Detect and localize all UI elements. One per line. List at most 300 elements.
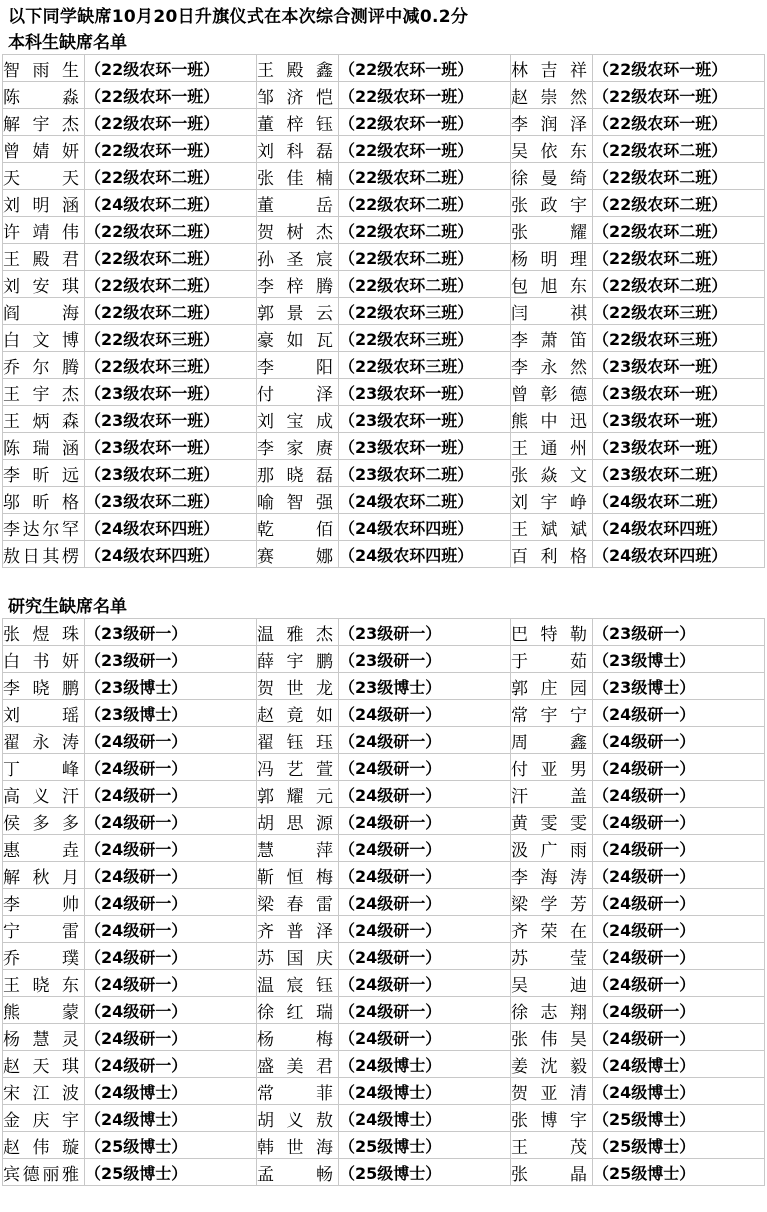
student-class: （24级研一） [593, 997, 765, 1024]
student-class: （22级农环三班） [85, 352, 257, 379]
student-class: （25级博士） [85, 1159, 257, 1186]
student-name [511, 433, 593, 460]
student-name [3, 163, 85, 190]
student-name [511, 781, 593, 808]
student-class: （22级农环三班） [593, 325, 765, 352]
student-class: （22级农环一班） [339, 82, 511, 109]
student-name-text: 李润泽 [511, 114, 587, 135]
table-row [3, 433, 765, 460]
student-name [3, 700, 85, 727]
student-class: （23级博士） [85, 700, 257, 727]
student-name [3, 754, 85, 781]
student-name [511, 271, 593, 298]
student-name [3, 271, 85, 298]
student-class: （25级博士） [593, 1105, 765, 1132]
student-name [3, 727, 85, 754]
student-name-text: 李晓鹏 [3, 678, 79, 699]
student-name-text: 闫 祺 [511, 303, 587, 324]
student-name [3, 514, 85, 541]
table-row [3, 217, 765, 244]
student-name [257, 754, 339, 781]
student-class: （24级研一） [593, 862, 765, 889]
student-class: （24级博士） [593, 1078, 765, 1105]
student-name-text: 熊 蒙 [3, 1002, 79, 1023]
student-class: （25级博士） [85, 1132, 257, 1159]
student-name-text: 贺树杰 [257, 222, 333, 243]
student-name [511, 673, 593, 700]
student-class: （24级博士） [85, 1105, 257, 1132]
student-name-text: 王通州 [511, 438, 587, 459]
student-class: （22级农环二班） [85, 217, 257, 244]
student-name [511, 325, 593, 352]
student-name [511, 406, 593, 433]
student-name-text: 赛 娜 [257, 546, 333, 567]
table-row [3, 514, 765, 541]
table-row [3, 754, 765, 781]
student-name-text: 那晓磊 [257, 465, 333, 486]
student-name [257, 271, 339, 298]
student-name-text: 徐志翔 [511, 1002, 587, 1023]
student-class: （22级农环三班） [339, 325, 511, 352]
student-class: （22级农环一班） [339, 55, 511, 82]
student-name [257, 217, 339, 244]
student-class: （23级农环一班） [85, 379, 257, 406]
student-name-text: 宾德丽雅 [3, 1164, 79, 1185]
student-name-text: 曾婧妍 [3, 141, 79, 162]
student-name-text: 李达尔罕 [3, 519, 79, 540]
student-name-text: 贺世龙 [257, 678, 333, 699]
student-class: （24级研一） [85, 862, 257, 889]
student-name [3, 136, 85, 163]
table-row [3, 163, 765, 190]
student-name [257, 487, 339, 514]
student-name-text: 杨慧灵 [3, 1029, 79, 1050]
student-name [511, 514, 593, 541]
student-class: （22级农环一班） [593, 109, 765, 136]
student-name-text: 熊中迅 [511, 411, 587, 432]
table-row [3, 700, 765, 727]
student-name-text: 杨 梅 [257, 1029, 333, 1050]
student-name [511, 298, 593, 325]
student-class: （23级研一） [339, 646, 511, 673]
student-name-text: 周 鑫 [511, 732, 587, 753]
student-name [3, 916, 85, 943]
student-name [3, 1024, 85, 1051]
table-row [3, 1105, 765, 1132]
student-name-text: 豪如瓦 [257, 330, 333, 351]
grad-heading: 研究生缺席名单 [8, 597, 127, 617]
student-name [257, 889, 339, 916]
student-class: （22级农环二班） [85, 163, 257, 190]
student-class: （24级博士） [339, 1078, 511, 1105]
student-name [3, 487, 85, 514]
table-row [3, 136, 765, 163]
student-class: （24级研一） [85, 970, 257, 997]
student-name-text: 韩世海 [257, 1137, 333, 1158]
student-class: （23级农环二班） [339, 460, 511, 487]
student-class: （24级研一） [85, 889, 257, 916]
student-class: （25级博士） [339, 1159, 511, 1186]
student-name [511, 619, 593, 646]
student-name [511, 352, 593, 379]
student-name [257, 541, 339, 568]
grad-table [2, 618, 765, 1186]
student-name [3, 298, 85, 325]
student-name [257, 916, 339, 943]
student-name [3, 970, 85, 997]
student-name [3, 325, 85, 352]
student-class: （23级研一） [85, 646, 257, 673]
student-name-text: 刘宇峥 [511, 492, 587, 513]
student-name [511, 82, 593, 109]
student-name [257, 1132, 339, 1159]
student-name [511, 754, 593, 781]
student-class: （23级研一） [339, 619, 511, 646]
student-class: （22级农环三班） [593, 298, 765, 325]
student-class: （22级农环一班） [593, 55, 765, 82]
student-name-text: 刘明涵 [3, 195, 79, 216]
student-name [257, 55, 339, 82]
student-class: （24级研一） [339, 835, 511, 862]
student-name [257, 1159, 339, 1186]
student-name-text: 刘科磊 [257, 141, 333, 162]
student-class: （24级农环四班） [593, 514, 765, 541]
student-name [511, 190, 593, 217]
student-class: （24级研一） [593, 808, 765, 835]
student-class: （23级研一） [85, 619, 257, 646]
student-name-text: 董 岳 [257, 195, 333, 216]
student-name-text: 高义汗 [3, 786, 79, 807]
table-row [3, 970, 765, 997]
table-row [3, 862, 765, 889]
student-name-text: 黄雯雯 [511, 813, 587, 834]
student-class: （24级研一） [85, 997, 257, 1024]
student-name-text: 吴 迪 [511, 975, 587, 996]
student-name-text: 汗 盖 [511, 786, 587, 807]
student-name-text: 侯多多 [3, 813, 79, 834]
student-name-text: 靳恒梅 [257, 867, 333, 888]
student-name [511, 244, 593, 271]
student-name-text: 薛宇鹏 [257, 651, 333, 672]
student-name-text: 梁学芳 [511, 894, 587, 915]
student-name [511, 808, 593, 835]
student-name-text: 李 阳 [257, 357, 333, 378]
table-row [3, 889, 765, 916]
student-name [3, 55, 85, 82]
student-class: （24级研一） [339, 997, 511, 1024]
student-name-text: 张焱文 [511, 465, 587, 486]
student-class: （23级农环一班） [85, 433, 257, 460]
student-class: （24级农环四班） [85, 541, 257, 568]
table-row [3, 109, 765, 136]
student-class: （22级农环二班） [339, 271, 511, 298]
student-name-text: 赵崇然 [511, 87, 587, 108]
student-class: （24级研一） [85, 943, 257, 970]
student-name-text: 王殿君 [3, 249, 79, 270]
student-name [511, 835, 593, 862]
student-class: （23级农环一班） [339, 433, 511, 460]
student-name [3, 190, 85, 217]
page-title: 以下同学缺席10月20日升旗仪式在本次综合测评中减0.2分 [8, 7, 469, 27]
student-class: （22级农环二班） [593, 271, 765, 298]
student-name-text: 翟钰珏 [257, 732, 333, 753]
student-name-text: 白文博 [3, 330, 79, 351]
student-name [257, 460, 339, 487]
student-class: （24级农环二班） [593, 487, 765, 514]
student-name-text: 李昕远 [3, 465, 79, 486]
student-class: （22级农环三班） [339, 352, 511, 379]
student-class: （23级博士） [339, 673, 511, 700]
student-class: （22级农环三班） [85, 325, 257, 352]
student-name [3, 217, 85, 244]
student-name [511, 970, 593, 997]
student-class: （23级博士） [85, 673, 257, 700]
student-name [257, 190, 339, 217]
student-name-text: 温雅杰 [257, 624, 333, 645]
student-name [3, 889, 85, 916]
student-class: （22级农环二班） [593, 163, 765, 190]
student-name-text: 刘宝成 [257, 411, 333, 432]
student-class: （24级研一） [85, 781, 257, 808]
student-class: （23级农环一班） [593, 406, 765, 433]
student-class: （22级农环二班） [339, 163, 511, 190]
student-class: （22级农环一班） [339, 109, 511, 136]
table-row [3, 325, 765, 352]
undergrad-table [2, 54, 765, 568]
student-name-text: 金庆宇 [3, 1110, 79, 1131]
student-name-text: 解秋月 [3, 867, 79, 888]
student-name [3, 1132, 85, 1159]
student-name [257, 835, 339, 862]
student-name [511, 889, 593, 916]
student-class: （24级研一） [85, 835, 257, 862]
student-class: （24级博士） [339, 1051, 511, 1078]
student-name [3, 433, 85, 460]
student-name-text: 邹济恺 [257, 87, 333, 108]
student-name [257, 1078, 339, 1105]
student-class: （22级农环一班） [85, 55, 257, 82]
student-class: （24级研一） [593, 889, 765, 916]
student-class: （24级博士） [593, 1051, 765, 1078]
student-name [3, 619, 85, 646]
student-name-text: 天 天 [3, 168, 79, 189]
student-name-text: 郭庄园 [511, 678, 587, 699]
student-class: （24级研一） [593, 970, 765, 997]
student-name-text: 常宇宁 [511, 705, 587, 726]
student-name [511, 1078, 593, 1105]
student-name-text: 乔尔腾 [3, 357, 79, 378]
student-name [511, 916, 593, 943]
undergrad-heading: 本科生缺席名单 [8, 33, 127, 53]
student-name-text: 张佳楠 [257, 168, 333, 189]
student-class: （23级农环一班） [85, 406, 257, 433]
student-name [3, 943, 85, 970]
student-name [511, 163, 593, 190]
student-name-text: 陈瑞涵 [3, 438, 79, 459]
student-name-text: 惠 垚 [3, 840, 79, 861]
student-class: （23级农环二班） [593, 460, 765, 487]
student-class: （24级研一） [339, 700, 511, 727]
student-class: （24级研一） [593, 943, 765, 970]
student-class: （22级农环三班） [339, 298, 511, 325]
student-class: （22级农环二班） [85, 298, 257, 325]
student-class: （24级研一） [339, 781, 511, 808]
student-class: （24级研一） [85, 808, 257, 835]
student-name [511, 1159, 593, 1186]
student-name-text: 徐曼绮 [511, 168, 587, 189]
student-name [3, 82, 85, 109]
student-name [257, 163, 339, 190]
table-row [3, 271, 765, 298]
student-name [257, 700, 339, 727]
student-name-text: 慧 萍 [257, 840, 333, 861]
student-name-text: 齐普泽 [257, 921, 333, 942]
table-row [3, 460, 765, 487]
student-name-text: 李梓腾 [257, 276, 333, 297]
student-name [257, 619, 339, 646]
student-class: （24级研一） [85, 1024, 257, 1051]
student-name [3, 1078, 85, 1105]
student-name-text: 孟 畅 [257, 1164, 333, 1185]
student-name-text: 付亚男 [511, 759, 587, 780]
student-class: （24级研一） [593, 835, 765, 862]
table-row [3, 487, 765, 514]
student-name [257, 673, 339, 700]
student-name [511, 460, 593, 487]
student-name [511, 541, 593, 568]
student-name-text: 丁 峰 [3, 759, 79, 780]
student-name-text: 解宇杰 [3, 114, 79, 135]
student-name-text: 苏国庆 [257, 948, 333, 969]
table-row [3, 1051, 765, 1078]
student-name [257, 244, 339, 271]
student-class: （23级农环一班） [339, 406, 511, 433]
student-name-text: 刘安琪 [3, 276, 79, 297]
student-name [257, 727, 339, 754]
student-name [257, 514, 339, 541]
table-row [3, 352, 765, 379]
student-class: （22级农环二班） [85, 271, 257, 298]
student-name-text: 于 茹 [511, 651, 587, 672]
student-class: （25级博士） [339, 1132, 511, 1159]
student-name-text: 王殿鑫 [257, 60, 333, 81]
student-name [3, 673, 85, 700]
table-row [3, 190, 765, 217]
student-class: （24级研一） [339, 1024, 511, 1051]
student-name [3, 541, 85, 568]
student-name [511, 1132, 593, 1159]
table-row [3, 298, 765, 325]
table-row [3, 1132, 765, 1159]
student-name-text: 吴依东 [511, 141, 587, 162]
student-name [257, 1024, 339, 1051]
student-class: （22级农环二班） [85, 244, 257, 271]
student-class: （22级农环二班） [339, 244, 511, 271]
student-class: （22级农环一班） [339, 136, 511, 163]
student-name-text: 曾彰德 [511, 384, 587, 405]
student-class: （24级博士） [85, 1078, 257, 1105]
student-name [257, 109, 339, 136]
student-class: （24级研一） [85, 727, 257, 754]
student-name [257, 406, 339, 433]
student-name-text: 乔 璞 [3, 948, 79, 969]
table-row [3, 55, 765, 82]
student-name-text: 齐荣在 [511, 921, 587, 942]
student-name [257, 433, 339, 460]
student-name-text: 阎 海 [3, 303, 79, 324]
student-name [3, 379, 85, 406]
student-name-text: 李 帅 [3, 894, 79, 915]
student-name-text: 付 泽 [257, 384, 333, 405]
student-class: （24级农环二班） [85, 190, 257, 217]
student-name-text: 王炳森 [3, 411, 79, 432]
table-row [3, 1159, 765, 1186]
student-name [3, 835, 85, 862]
student-name-text: 张政宇 [511, 195, 587, 216]
student-name [3, 808, 85, 835]
student-name [3, 997, 85, 1024]
student-name-text: 包旭东 [511, 276, 587, 297]
student-name-text: 李家赓 [257, 438, 333, 459]
student-class: （23级农环二班） [85, 487, 257, 514]
student-class: （24级研一） [339, 727, 511, 754]
student-class: （25级博士） [593, 1159, 765, 1186]
table-row [3, 244, 765, 271]
student-class: （24级研一） [339, 862, 511, 889]
student-name [257, 646, 339, 673]
student-name-text: 李海涛 [511, 867, 587, 888]
student-class: （22级农环二班） [339, 217, 511, 244]
student-name-text: 王宇杰 [3, 384, 79, 405]
student-class: （25级博士） [593, 1132, 765, 1159]
student-name [257, 136, 339, 163]
student-name-text: 张 耀 [511, 222, 587, 243]
student-class: （24级研一） [593, 700, 765, 727]
table-row [3, 673, 765, 700]
student-name [3, 862, 85, 889]
student-name-text: 孙圣宸 [257, 249, 333, 270]
student-name-text: 邬昕格 [3, 492, 79, 513]
student-name-text: 常 菲 [257, 1083, 333, 1104]
student-class: （23级博士） [593, 673, 765, 700]
student-name-text: 林吉祥 [511, 60, 587, 81]
student-name-text: 杨明理 [511, 249, 587, 270]
student-name-text: 刘 瑶 [3, 705, 79, 726]
student-class: （22级农环二班） [593, 217, 765, 244]
student-name [257, 997, 339, 1024]
student-name [3, 406, 85, 433]
table-row [3, 916, 765, 943]
student-class: （24级农环四班） [339, 514, 511, 541]
student-class: （22级农环一班） [593, 82, 765, 109]
student-name [257, 352, 339, 379]
table-row [3, 727, 765, 754]
student-name [257, 808, 339, 835]
student-name [257, 862, 339, 889]
student-name [3, 646, 85, 673]
table-row [3, 619, 765, 646]
student-class: （24级研一） [339, 808, 511, 835]
table-row [3, 835, 765, 862]
student-name-text: 巴特勒 [511, 624, 587, 645]
student-name [257, 943, 339, 970]
student-name [257, 1105, 339, 1132]
student-name [511, 1051, 593, 1078]
student-name [3, 1105, 85, 1132]
student-class: （24级研一） [85, 1051, 257, 1078]
student-name-text: 乾 佰 [257, 519, 333, 540]
student-class: （22级农环一班） [85, 82, 257, 109]
